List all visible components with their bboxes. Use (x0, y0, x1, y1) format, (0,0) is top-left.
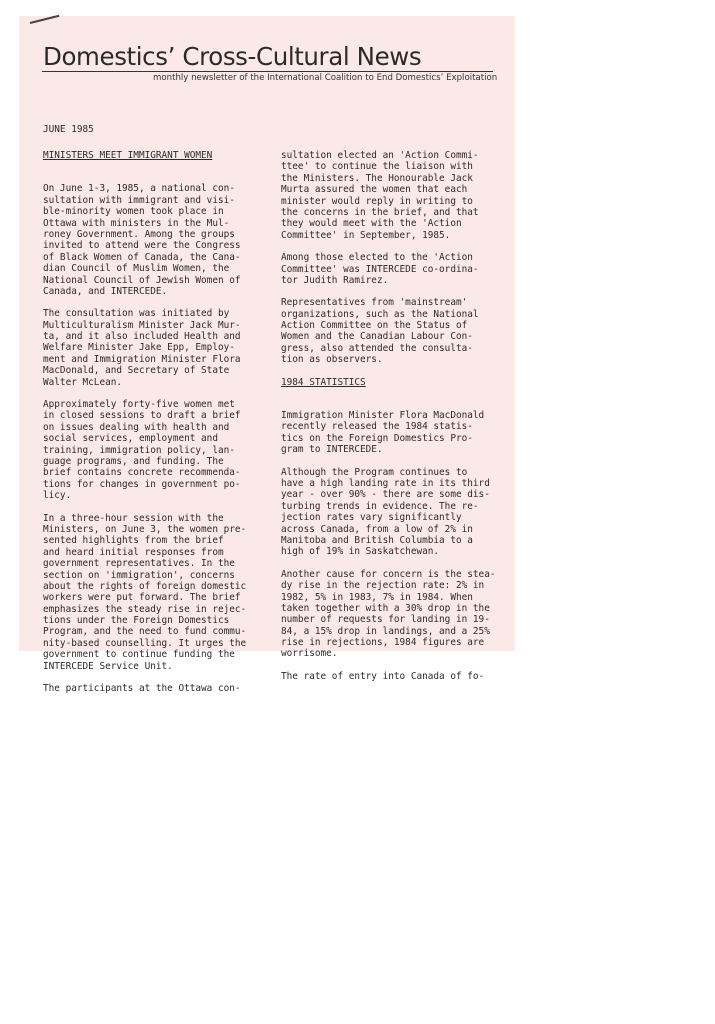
paragraph (281, 150, 495, 241)
text-line: brief contains concrete recommenda- (43, 467, 241, 479)
text-line: Among those elected to the 'Action (281, 252, 473, 264)
text-line: Women and the Canadian Labour Con- (281, 331, 473, 343)
text-line: guage programs, and funding. The (43, 456, 224, 467)
text-line: 1982, 5% in 1983, 7% in 1984. When (281, 591, 473, 603)
text-line: Program, and the need to fund commu- (43, 626, 247, 638)
left-column (43, 150, 255, 694)
text-line: tor Judith Ramirez. (281, 274, 389, 286)
text-line: the Ministers. The Honourable Jack (281, 172, 473, 184)
paragraph (281, 297, 495, 365)
text-line: Committee' in September, 1985. (281, 229, 451, 241)
text-line: taken together with a 30% drop in the (281, 602, 490, 614)
text-line: ble-minority women took place in (43, 206, 224, 218)
text-line: Manitoba and British Columbia to a (281, 534, 473, 546)
text-line: Ministers, on June 3, the women pre- (43, 523, 247, 535)
text-line: on issues dealing with health and (43, 421, 230, 433)
text-line: In a three-hour session with the (43, 512, 224, 524)
section-heading: 1984 STATISTICS (281, 376, 366, 388)
text-line: Multiculturalism Minister Jack Mur- (43, 319, 241, 331)
text-line: emphasizes the steady rise in rejec- (43, 603, 247, 615)
text-line: the concerns in the brief, and that (281, 206, 479, 218)
paragraph (281, 252, 495, 286)
text-line: On June 1-3, 1985, a national con- (43, 183, 235, 195)
text-line: year - over 90% - there are some dis- (281, 489, 490, 501)
text-line: The rate of entry into Canada of fo- (281, 670, 485, 682)
issue-date: JUNE 1985 (43, 124, 94, 135)
text-line: workers were put forward. The brief (43, 592, 241, 604)
text-line: Approximately forty-five women met (43, 399, 235, 411)
text-line: sented highlights from the brief (43, 535, 224, 547)
text-line: gress, also attended the consulta- (281, 342, 473, 354)
paragraph (281, 569, 495, 660)
text-line: Although the Program continues to (281, 466, 468, 478)
text-line: jection rates vary significantly (281, 512, 462, 524)
text-line: Representatives from 'mainstream' (281, 297, 468, 309)
article-heading: MINISTERS MEET IMMIGRANT WOMEN (43, 150, 213, 161)
masthead-title: Domestics’ Cross-Cultural News (43, 42, 422, 71)
paragraph (43, 308, 255, 388)
text-line: Another cause for concern is the stea- (281, 568, 496, 580)
masthead-rule (42, 71, 493, 72)
text-line: National Council of Jewish Women of (43, 274, 241, 286)
text-line: gram to INTERCEDE. (281, 444, 383, 456)
text-line: they would meet with the 'Action (281, 218, 462, 230)
paragraph (43, 683, 255, 694)
text-line: social services, employment and (43, 433, 218, 445)
text-line: have a high landing rate in its third (281, 478, 490, 489)
text-line: tions for changes in government po- (43, 478, 241, 490)
text-line: and heard initial responses from (43, 546, 224, 558)
paragraph (281, 671, 495, 682)
text-line: across Canada, from a low of 2% in (281, 523, 473, 535)
paragraph (281, 410, 495, 456)
masthead-subtitle: monthly newsletter of the International Coalition to End Domestics’ Exploitation (153, 73, 498, 83)
text-line: ment and Immigration Minister Flora (43, 353, 241, 365)
right-column (281, 150, 495, 682)
text-line: government representatives. In the (43, 558, 235, 570)
text-line: about the rights of foreign domestic (43, 580, 247, 592)
text-line: ttee' to continue the liaison with (281, 161, 473, 173)
text-line: tions under the Foreign Domestics (43, 615, 230, 627)
text-line: Welfare Minister Jake Epp, Employ- (43, 342, 235, 354)
text-line: Action Committee on the Status of (281, 320, 468, 332)
text-line: INTERCEDE Service Unit. (43, 660, 173, 672)
text-line: government to continue funding the (43, 649, 235, 661)
text-line: nity-based counselling. It urges the (43, 637, 247, 649)
text-line: Immigration Minister Flora MacDonald (281, 410, 485, 422)
paragraph (43, 513, 255, 672)
text-line: rise in rejections, 1984 figures are (281, 637, 485, 649)
text-line: Walter McLean. (43, 376, 123, 388)
text-line: invited to attend were the Congress (43, 240, 241, 252)
text-line: The consultation was initiated by (43, 308, 230, 320)
text-line: 84, a 15% drop in landings, and a 25% (281, 625, 490, 637)
text-line: of Black Women of Canada, the Cana- (43, 251, 241, 263)
text-line: worrisome. (281, 648, 338, 660)
text-line: roney Government. Among the groups (43, 228, 235, 240)
text-line: MacDonald, and Secretary of State (43, 365, 230, 377)
text-line: Ottawa with ministers in the Mul- (43, 217, 230, 229)
text-line: tion as observers. (281, 354, 383, 366)
text-line: turbing trends in evidence. The re- (281, 500, 479, 512)
paragraph (43, 399, 255, 502)
text-line: dian Council of Muslim Women, the (43, 263, 230, 275)
text-line: sultation with immigrant and visi- (43, 194, 235, 206)
text-line: licy. (43, 490, 72, 502)
paragraph (281, 467, 495, 558)
text-line: Canada, and INTERCEDE. (43, 285, 168, 297)
text-line: dy rise in the rejection rate: 2% in (281, 580, 485, 592)
text-line: training, immigration policy, lan- (43, 444, 235, 456)
text-line: ta, and it also included Health and (43, 331, 241, 343)
text-line: Committee' was INTERCEDE co-ordina- (281, 263, 479, 275)
text-line: high of 19% in Saskatchewan. (281, 546, 440, 558)
paragraph (43, 183, 255, 297)
text-line: in closed sessions to draft a brief (43, 410, 241, 422)
text-line: minister would reply in writing to (281, 195, 473, 207)
text-line: organizations, such as the National (281, 308, 479, 320)
text-line: The participants at the Ottawa con- (43, 683, 241, 695)
text-line: Murta assured the women that each (281, 184, 468, 196)
text-line: recently released the 1984 statis- (281, 421, 473, 433)
text-line: sultation elected an 'Action Commi- (281, 150, 479, 161)
text-line: number of requests for landing in 19- (281, 614, 490, 626)
text-line: tics on the Foreign Domestics Pro- (281, 432, 473, 444)
text-line: section on 'immigration', concerns (43, 569, 235, 581)
